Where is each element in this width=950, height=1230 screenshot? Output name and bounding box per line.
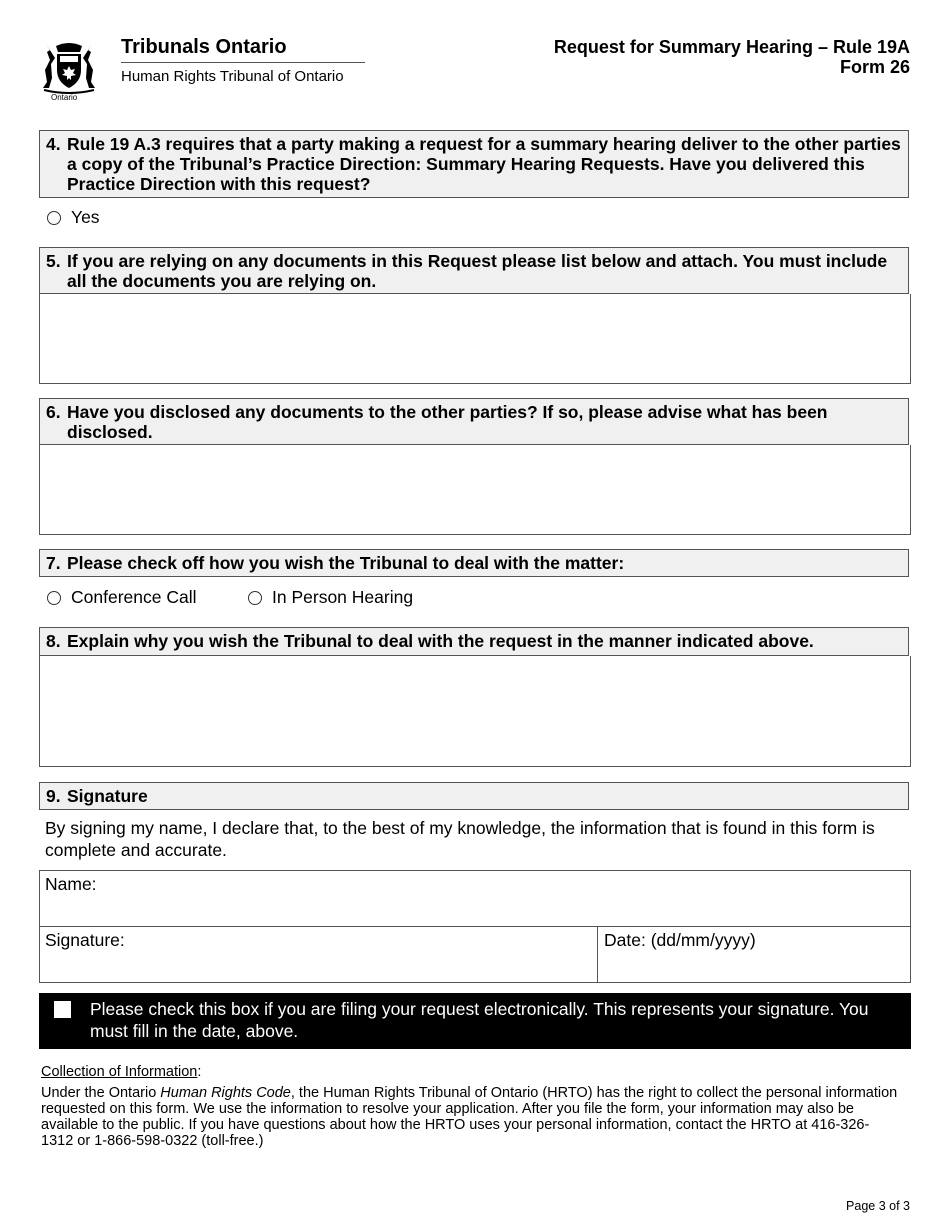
question-text: Have you disclosed any documents to the other parties? If so, please advise what has been disclosed. xyxy=(67,402,828,442)
form-title-block xyxy=(554,37,910,77)
option-label: In Person Hearing xyxy=(272,587,414,607)
option-label: Conference Call xyxy=(71,587,197,607)
org-divider xyxy=(121,62,365,63)
question-text: Please check off how you wish the Tribunal to deal with the matter: xyxy=(67,553,625,573)
radio-button[interactable] xyxy=(47,211,61,225)
code-name: Human Rights Code xyxy=(160,1085,291,1101)
question-number: 4. xyxy=(46,134,61,154)
question-6-header xyxy=(39,398,909,445)
question-number: 7. xyxy=(46,553,61,573)
collection-title: Collection of Information: xyxy=(41,1064,202,1080)
electronic-filing-banner xyxy=(39,993,911,1049)
radio-button[interactable] xyxy=(248,591,262,605)
question-5-header xyxy=(39,247,909,294)
question-text: Rule 19 A.3 requires that a party making a request for a summary hearing deliver to the other parties a copy of the Tribunal’s Practice Direction: Summary Hearing Requests. Have you delivered this Practice Direction with this request? xyxy=(67,134,901,194)
date-label: Date: (dd/mm/yyyy) xyxy=(604,930,756,950)
date-field[interactable] xyxy=(598,927,910,982)
radio-button[interactable] xyxy=(47,591,61,605)
org-subtitle: Human Rights Tribunal of Ontario xyxy=(121,68,344,85)
org-name: Tribunals Ontario xyxy=(121,36,287,58)
collection-body: Under the Ontario Human Rights Code, the Human Rights Tribunal of Ontario (HRTO) has the right to collect the personal information requested on this form. We use the information to resolve your application. After you file the form, your information may also be available to the public. If you have questions about how the HRTO uses your personal information, contact the HRTO at 416-326-1312 or 1-866-598-0322 (toll-free.) xyxy=(41,1085,898,1149)
option-label: Yes xyxy=(71,207,100,227)
question-4-header xyxy=(39,130,909,198)
question-number: 8. xyxy=(46,631,61,651)
q6-answer-field[interactable] xyxy=(39,445,911,535)
logo-caption: Ontario xyxy=(51,93,78,102)
question-number: 5. xyxy=(46,251,61,271)
question-text: Signature xyxy=(67,786,148,806)
question-8-header xyxy=(39,627,909,656)
collection-title-text: Collection of Information xyxy=(41,1064,198,1080)
name-label: Name: xyxy=(45,874,97,894)
question-9-header xyxy=(39,782,909,810)
name-field[interactable] xyxy=(40,871,910,927)
question-number: 6. xyxy=(46,402,61,422)
signature-field[interactable] xyxy=(40,927,598,982)
signature-table xyxy=(39,870,911,983)
form-title: Request for Summary Hearing – Rule 19A xyxy=(553,37,910,57)
q4-option-yes[interactable] xyxy=(47,207,100,228)
question-7-header xyxy=(39,549,909,577)
question-text: Explain why you wish the Tribunal to deal with the request in the manner indicated above. xyxy=(67,631,814,651)
question-text: If you are relying on any documents in this Request please list below and attach. You must include all the documents you are relying on. xyxy=(67,251,888,291)
q7-option-conference-call[interactable] xyxy=(47,587,196,608)
ontario-coat-of-arms-logo xyxy=(36,38,102,104)
form-number: Form 26 xyxy=(839,57,910,77)
question-number: 9. xyxy=(46,786,61,806)
q5-answer-field[interactable] xyxy=(39,294,911,384)
signature-label: Signature: xyxy=(45,930,125,950)
electronic-filing-checkbox[interactable] xyxy=(54,1001,71,1018)
electronic-filing-text: Please check this box if you are filing your request electronically. This represents your signature. You must fill in the date, above. xyxy=(90,999,869,1041)
signature-declaration: By signing my name, I declare that, to the best of my knowledge, the information that is found in this form is complete and accurate. xyxy=(45,818,875,860)
q8-answer-field[interactable] xyxy=(39,656,911,767)
q7-option-in-person[interactable] xyxy=(248,587,413,608)
page-number: Page 3 of 3 xyxy=(846,1199,910,1213)
